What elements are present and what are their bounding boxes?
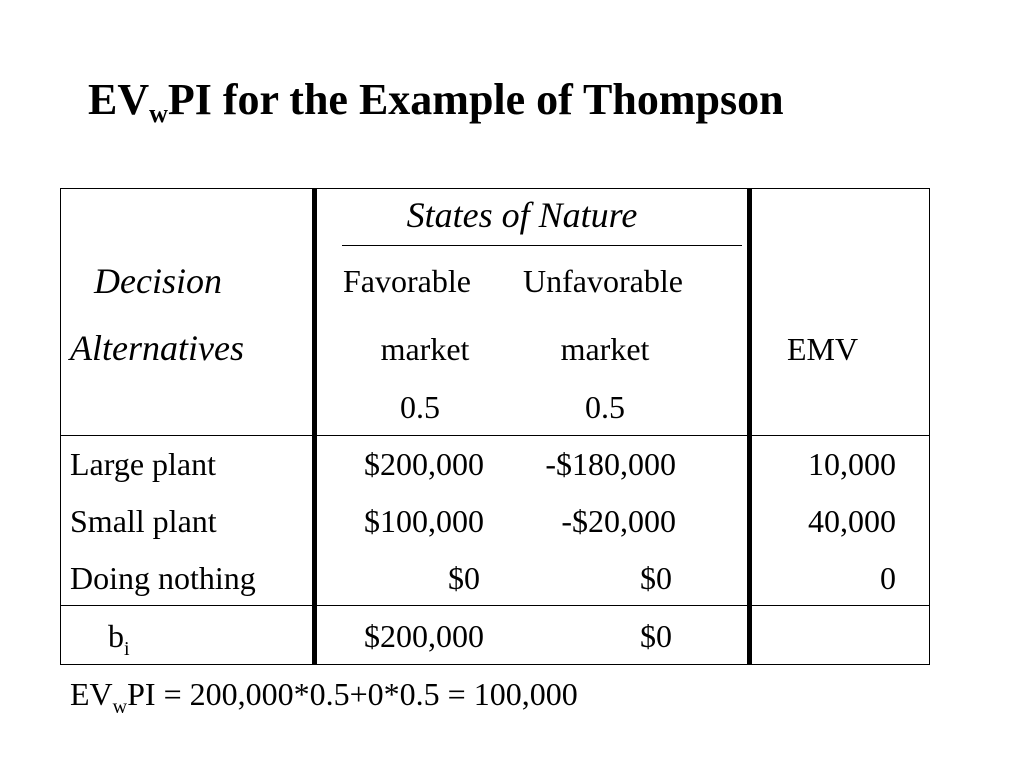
- header-favorable: Favorable: [343, 263, 471, 299]
- slide-title: $EV_wPI$ for the Example of Thompson: [88, 75, 784, 128]
- header-states-of-nature: States of Nature: [406, 195, 638, 235]
- column-divider-emv: [747, 188, 752, 665]
- best-row-divider: [60, 605, 930, 606]
- row-best-label: $b_i$: [108, 618, 130, 660]
- row-best-favorable: $200,000: [364, 618, 484, 654]
- header-alternatives: Alternatives: [70, 328, 244, 368]
- column-divider-alternatives: [312, 188, 317, 665]
- row-large-plant-unfavorable: -$180,000: [545, 446, 676, 482]
- header-divider: [60, 435, 930, 436]
- row-large-plant-favorable: $200,000: [364, 446, 484, 482]
- header-probability-unfavorable: 0.5: [585, 389, 625, 425]
- header-decision: Decision: [94, 261, 222, 301]
- header-emv: EMV: [787, 331, 859, 367]
- row-small-plant-label: Small plant: [70, 503, 217, 539]
- header-market-unfavorable: market: [560, 331, 650, 367]
- row-doing-nothing-emv: 0: [880, 560, 896, 596]
- evwpi-formula: $EV_wPI = 200,000*0.5+0*0.5 = 100,000$: [70, 676, 578, 718]
- row-small-plant-favorable: $100,000: [364, 503, 484, 539]
- row-large-plant-emv: 10,000: [808, 446, 896, 482]
- header-market-favorable: market: [380, 331, 470, 367]
- header-unfavorable: Unfavorable: [523, 263, 683, 299]
- row-small-plant-emv: 40,000: [808, 503, 896, 539]
- row-doing-nothing-label: Doing nothing: [70, 560, 256, 596]
- row-best-unfavorable: $0: [640, 618, 672, 654]
- states-of-nature-underline: [342, 245, 742, 246]
- header-probability-favorable: 0.5: [400, 389, 440, 425]
- row-doing-nothing-unfavorable: $0: [640, 560, 672, 596]
- row-doing-nothing-favorable: $0: [448, 560, 480, 596]
- row-small-plant-unfavorable: -$20,000: [561, 503, 676, 539]
- row-large-plant-label: Large plant: [70, 446, 217, 482]
